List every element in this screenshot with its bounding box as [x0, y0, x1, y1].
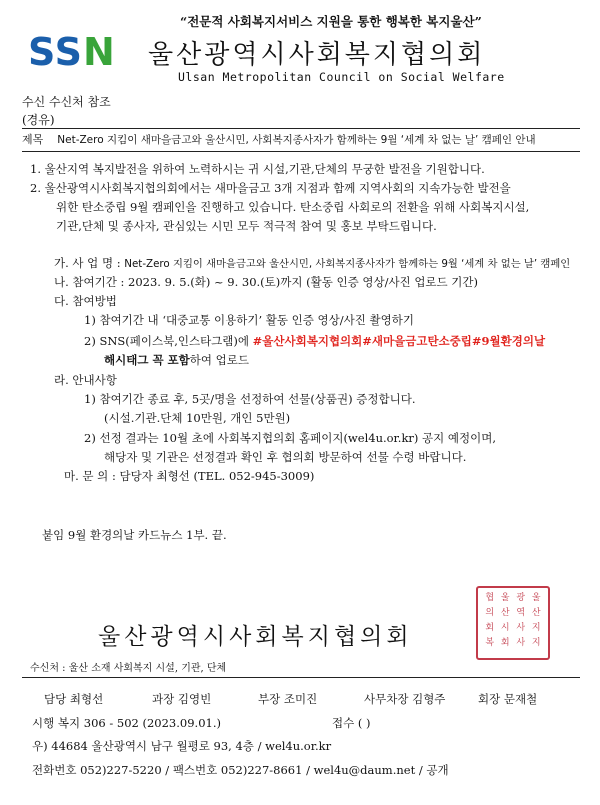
seal-char: 시	[500, 623, 510, 633]
seal-char: 울	[500, 593, 510, 603]
detail-na: 나. 참여기간 : 2023. 9. 5.(화) ~ 9. 30.(토)까지 (활동 인증 영상/사진 업로드 기간)	[54, 275, 479, 289]
seal-char: 지	[531, 623, 541, 633]
approval-manager: 과장 김영빈	[152, 692, 212, 706]
divider-subject	[22, 151, 580, 152]
detail-da-2-prefix: 2) SNS(페이스북,인스타그램)에	[84, 334, 253, 348]
paragraph-2-cont1: 위한 탄소중립 9월 캠페인을 진행하고 있습니다. 탄소중립 사회로의 전환을 위해 사회복지시설,	[56, 200, 530, 214]
ssn-logo	[28, 30, 116, 74]
divider-footer	[22, 677, 580, 678]
seal-char: 회	[485, 623, 495, 633]
subject-label: 제목	[22, 133, 44, 146]
seal-char: 복	[485, 638, 495, 648]
seal-char: 산	[531, 608, 541, 618]
detail-ma: 마. 문 의 : 담당자 최형선 (TEL. 052-945-3009)	[64, 469, 315, 483]
paragraph-2: 2. 울산광역시사회복지협의회에서는 새마을금고 3개 지점과 함께 지역사회의 지속가능한 발전을	[30, 181, 511, 195]
detail-da-2	[84, 333, 545, 349]
detail-ra: 라. 안내사항	[54, 373, 117, 387]
detail-da-1: 1) 참여기간 내 ‘대중교통 이용하기’ 활동 인증 영상/사진 촬영하기	[84, 313, 414, 327]
logo-letter-n: N	[83, 30, 116, 74]
detail-da-2-bold: 해시태그 꼭 포함	[104, 353, 190, 367]
detail-ga-text: Net-Zero 지킴이 새마을금고와 울산시민, 사회복지종사자가 함께하는 9월 ‘세계 차 없는 날’ 캠페인	[124, 258, 571, 270]
detail-ra-2b: 해당자 및 기관은 선정결과 확인 후 협의회 방문하여 선물 수령 바랍니다.	[104, 450, 467, 464]
recipient: 수신 수신처 참조	[22, 95, 111, 109]
seal-char: 협	[485, 593, 495, 603]
footer-contact: 전화번호 052)227-5220 / 팩스번호 052)227-8661 / wel4u@daum.net / 공개	[32, 763, 449, 777]
detail-da-2-cont	[104, 352, 249, 368]
logo-letter-s1: S	[28, 30, 55, 74]
seal-char: 역	[516, 608, 526, 618]
subject-text: Net-Zero 지킴이 새마을금고와 울산시민, 사회복지종사자가 함께하는 9월 ‘세계 차 없는 날’ 캠페인 안내	[57, 134, 536, 146]
seal-char: 의	[485, 608, 495, 618]
detail-ra-1b: (시설.기관.단체 10만원, 개인 5만원)	[104, 411, 291, 425]
approval-staff: 담당 최형선	[44, 692, 104, 706]
seal-char: 사	[516, 623, 526, 633]
receipt-number: 접수 ( )	[332, 716, 371, 730]
org-name-english: Ulsan Metropolitan Council on Social Welfare	[178, 70, 505, 84]
seal-char: 지	[531, 638, 541, 648]
detail-ra-1: 1) 참여기간 종료 후, 5곳/명을 선정하여 선물(상품권) 증정합니다.	[84, 392, 416, 406]
slogan: “전문적 사회복지서비스 지원을 통한 행복한 복지울산”	[180, 14, 482, 29]
approval-director: 부장 조미진	[258, 692, 318, 706]
logo-letter-s2: S	[54, 30, 84, 74]
via: (경유)	[22, 113, 55, 127]
org-name-korean: 울산광역시사회복지협의회	[148, 40, 486, 70]
approval-deputy: 사무차장 김형주	[364, 692, 446, 706]
seal-char: 울	[531, 593, 541, 603]
detail-da-2-rest: 하여 업로드	[189, 353, 249, 367]
document-number: 시행 복지 306 - 502 (2023.09.01.)	[32, 716, 221, 730]
official-seal	[476, 586, 550, 660]
detail-ga	[54, 255, 570, 271]
seal-char: 사	[516, 638, 526, 648]
footer-org-name: 울산광역시사회복지협의회	[98, 624, 413, 650]
footer-recipients: 수신처 : 울산 소재 사회복지 시설, 기관, 단체	[30, 663, 227, 674]
approval-chairman: 회장 문재철	[478, 692, 538, 706]
subject-line	[22, 131, 536, 147]
detail-ga-label: 가. 사 업 명 :	[54, 256, 121, 270]
seal-char: 산	[500, 608, 510, 618]
attachment: 붙임 9월 환경의날 카드뉴스 1부. 끝.	[42, 528, 227, 542]
paragraph-2-cont2: 기관,단체 및 종사자, 관심있는 시민 모두 적극적 참여 및 홍보 부탁드립니다.	[56, 219, 437, 233]
detail-da-2-hashtags: #울산사회복지협의회#새마을금고탄소중립#9월환경의날	[252, 334, 546, 348]
detail-ra-2: 2) 선정 결과는 10월 초에 사회복지협의회 홈페이지(wel4u.or.kr) 공지 예정이며,	[84, 431, 497, 445]
footer-address: 우) 44684 울산광역시 남구 월평로 93, 4층 / wel4u.or.kr	[32, 739, 332, 753]
seal-char: 광	[516, 593, 526, 603]
paragraph-1: 1. 울산지역 복지발전을 위하여 노력하시는 귀 시설,기관,단체의 무궁한 발전을 기원합니다.	[30, 162, 485, 176]
detail-da: 다. 참여방법	[54, 294, 117, 308]
seal-char: 회	[500, 638, 510, 648]
divider-top	[22, 128, 580, 129]
